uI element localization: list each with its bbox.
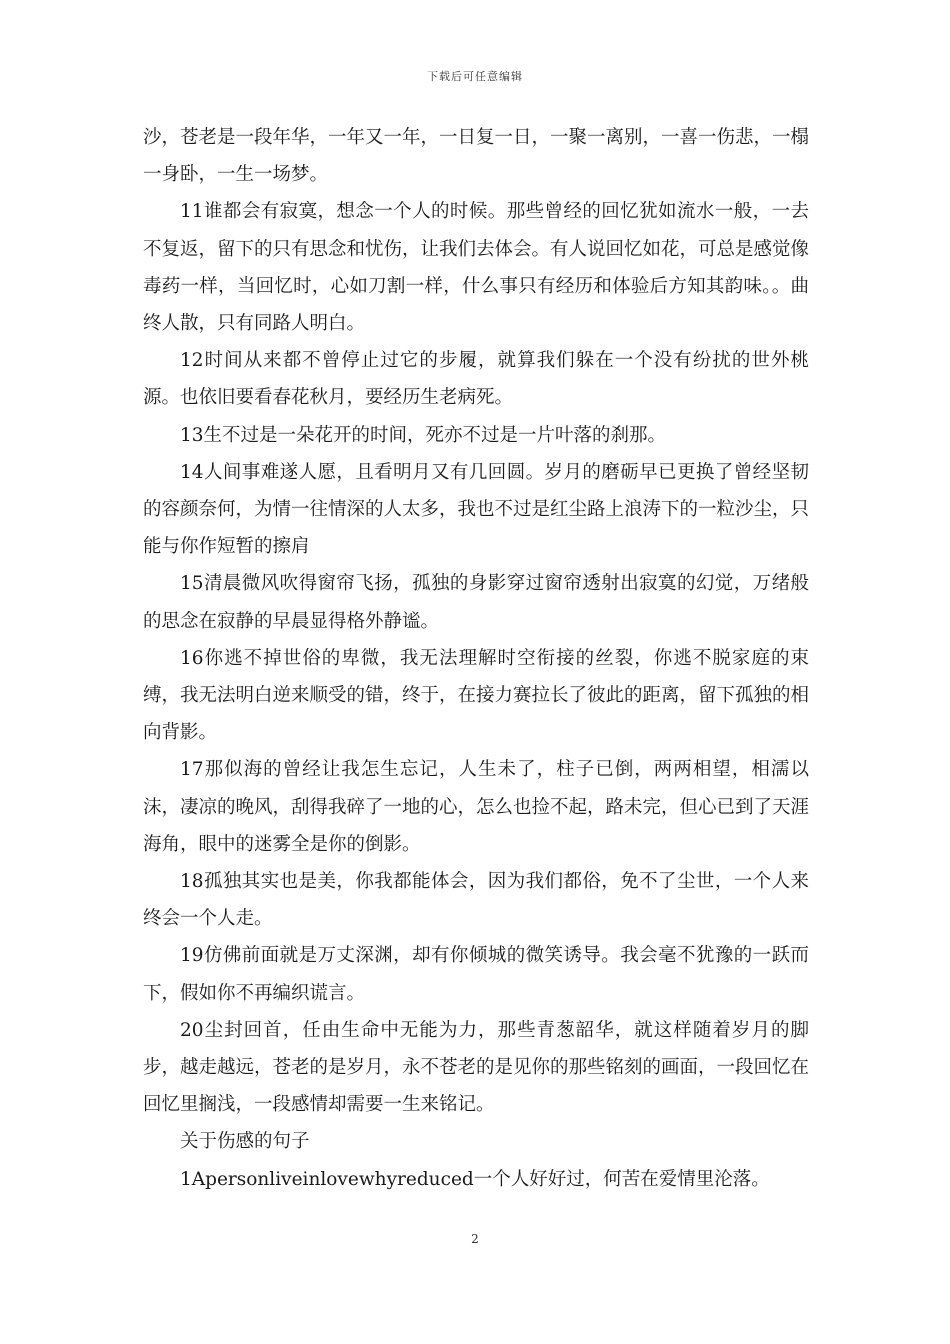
paragraph: 15清晨微风吹得窗帘飞扬，孤独的身影穿过窗帘透射出寂寞的幻觉，万绪般的思念在寂静的早晨显得格外静谧。 [143, 573, 809, 632]
paragraph: 13生不过是一朵花开的时间，死亦不过是一片叶落的刹那。 [180, 424, 667, 446]
document-body [143, 119, 809, 1198]
paragraph: 18孤独其实也是美，你我都能体会，因为我们都俗，免不了尘世，一个人来终会一个人走。 [143, 871, 809, 930]
paragraph: 12时间从来都不曾停止过它的步履，就算我们躲在一个没有纷扰的世外桃源。也依旧要看春花秋月，要经历生老病死。 [143, 350, 809, 409]
paragraph: 17那似海的曾经让我怎生忘记，人生未了，柱子已倒，两两相望，相濡以沫，凄凉的晚风，刮得我碎了一地的心，怎么也捡不起，路未完，但心已到了天涯海角，眼中的迷雾全是你的倒影。 [143, 759, 810, 855]
paragraph: 沙，苍老是一段年华，一年又一年，一日复一日，一聚一离别，一喜一伤悲，一榻一身卧，一生一场梦。 [143, 127, 810, 186]
paragraph: 1Apersonliveinlovewhyreduced一个人好好过，何苦在爱情里沦落。 [180, 1168, 770, 1190]
page-number: 2 [471, 1232, 479, 1246]
section-heading: 关于伤感的句子 [180, 1131, 310, 1153]
paragraph: 20尘封回首，任由生命中无能为力，那些青葱韶华，就这样随着岁月的脚步，越走越远，苍老的是岁月，永不苍老的是见你的那些铭刻的画面，一段回忆在回忆里搁浅，一段感情却需要一生来铭记。 [143, 1019, 810, 1116]
page-header: 下载后可任意编辑 [427, 70, 523, 83]
paragraph: 19仿佛前面就是万丈深渊，却有你倾城的微笑诱导。我会毫不犹豫的一跃而下，假如你不再编织谎言。 [143, 945, 809, 1004]
paragraph: 16你逃不掉世俗的卑微，我无法理解时空衔接的丝裂，你逃不脱家庭的束缚，我无法明白逆来顺受的错，终于，在接力赛拉长了彼此的距离，留下孤独的相向背影。 [143, 647, 810, 744]
paragraph: 14人间事难遂人愿，且看明月又有几回圆。岁月的磨砺早已更换了曾经坚韧的容颜奈何，为情一往情深的人太多，我也不过是红尘路上浪涛下的一粒沙尘，只能与你作短暂的擦肩 [143, 461, 810, 558]
paragraph: 11谁都会有寂寞，想念一个人的时候。那些曾经的回忆犹如流水一般，一去不复返，留下的只有思念和忧伤，让我们去体会。有人说回忆如花，可总是感觉像毒药一样，当回忆时，心如刀割一样，什么事只有经历和体验后方知其韵味。。曲终人散，只有同路人明白。 [143, 201, 810, 335]
